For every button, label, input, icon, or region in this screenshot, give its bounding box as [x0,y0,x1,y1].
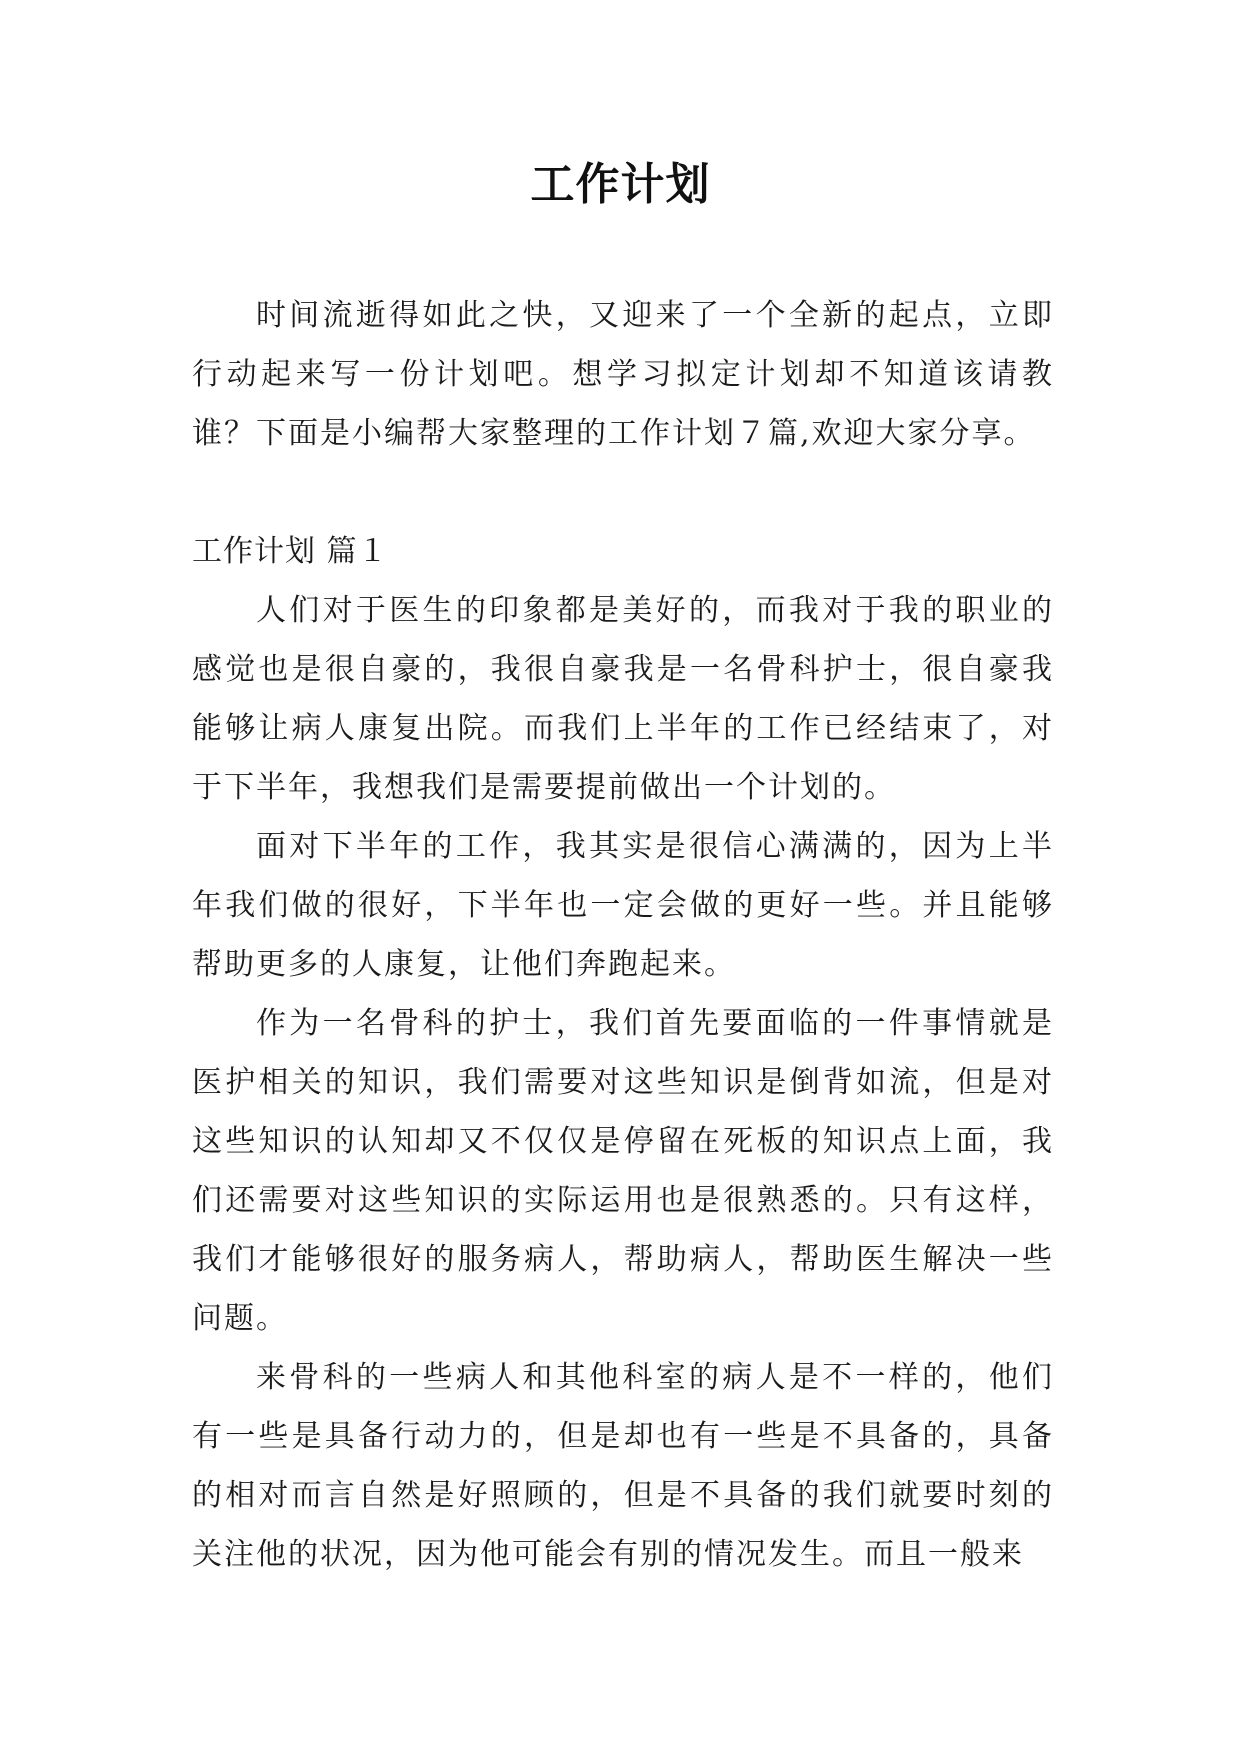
intro-paragraph: 时间流逝得如此之快，又迎来了一个全新的起点，立即行动起来写一份计划吧。想学习拟定计划却不知道该请教谁？下面是小编帮大家整理的工作计划７篇,欢迎大家分享。 [192,298,1054,451]
section-body [192,581,1054,1584]
body-paragraph-4: 来骨科的一些病人和其他科室的病人是不一样的，他们有一些是具备行动力的，但是却也有一些是不具备的，具备的相对而言自然是好照顾的，但是不具备的我们就要时刻的关注他的状况，因为他可能会有别的情况发生。而且一般来 [192,1360,1054,1572]
body-paragraph-3: 作为一名骨科的护士，我们首先要面临的一件事情就是医护相关的知识，我们需要对这些知识是倒背如流，但是对这些知识的认知却又不仅仅是停留在死板的知识点上面，我们还需要对这些知识的实际运用也是很熟悉的。只有这样，我们才能够很好的服务病人，帮助病人，帮助医生解决一些问题。 [192,1006,1054,1336]
body-paragraph-2: 面对下半年的工作，我其实是很信心满满的，因为上半年我们做的很好，下半年也一定会做的更好一些。并且能够帮助更多的人康复，让他们奔跑起来。 [192,829,1054,982]
document-title: 工作计划 [530,159,711,210]
section-heading: 工作计划 篇１ [192,534,389,569]
body-paragraph-1: 人们对于医生的印象都是美好的，而我对于我的职业的感觉也是很自豪的，我很自豪我是一名骨科护士，很自豪我能够让病人康复出院。而我们上半年的工作已经结束了，对于下半年，我想我们是需要提前做出一个计划的。 [192,593,1054,805]
